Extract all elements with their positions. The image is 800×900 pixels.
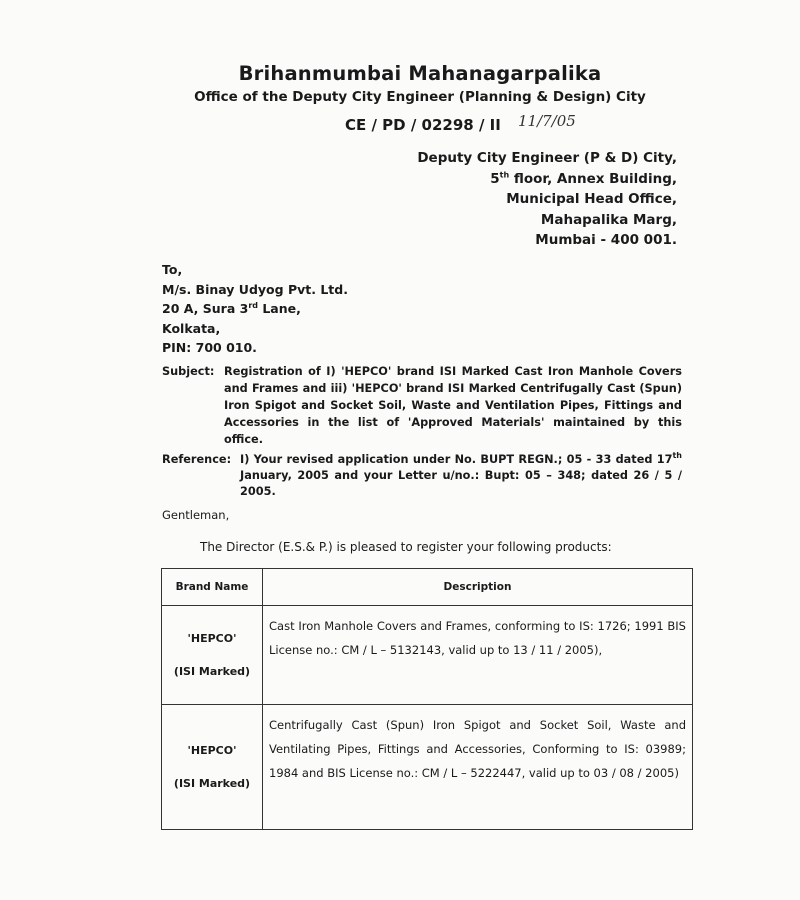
- brand-mark: (ISI Marked): [173, 777, 251, 790]
- salutation: Gentleman,: [162, 508, 230, 522]
- recipient-address: [162, 260, 348, 358]
- description-cell: Cast Iron Manhole Covers and Frames, conforming to IS: 1726; 1991 BIS License no.: CM / L – 5132143, valid up to 13 / 11 / 2005),: [263, 606, 693, 705]
- reference-number: CE / PD / 02298 / II: [345, 116, 501, 134]
- recipient-street: 20 A, Sura 3rd Lane,: [162, 300, 301, 316]
- recipient-pin: PIN: 700 010.: [162, 340, 257, 355]
- sender-line-4: Mahapalika Marg,: [540, 211, 677, 228]
- brand-name: 'HEPCO': [187, 744, 237, 757]
- intro-sentence: The Director (E.S.& P.) is pleased to register your following products:: [200, 540, 612, 554]
- recipient-name: M/s. Binay Udyog Pvt. Ltd.: [162, 281, 348, 297]
- brand-cell: [162, 606, 263, 705]
- table-header-row: [162, 569, 693, 606]
- sender-line-2: 5th floor, Annex Building,: [490, 170, 677, 187]
- sender-address: [417, 148, 677, 251]
- brand-mark: (ISI Marked): [173, 665, 251, 678]
- brand-name: 'HEPCO': [187, 632, 237, 645]
- description-cell: Centrifugally Cast (Spun) Iron Spigot and Socket Soil, Waste and Ventilating Pipes, Fittings and Accessories, Conforming to IS: 03989; 1984 and BIS License no.: CM / L – 5222447, valid up to 03 / 08 / 2005): [263, 705, 693, 830]
- table-row: [162, 705, 693, 830]
- products-table: [161, 568, 693, 830]
- organization-title: Brihanmumbai Mahanagarpalika: [238, 62, 602, 85]
- sender-line-5: Mumbai - 400 001.: [535, 232, 677, 248]
- sender-line-3: Municipal Head Office,: [506, 191, 677, 207]
- brand-cell: [162, 705, 263, 830]
- reference-block: [162, 452, 682, 500]
- office-subtitle: Office of the Deputy City Engineer (Planning & Design) City: [194, 89, 646, 105]
- table-row: [162, 606, 693, 705]
- reference-label: Reference:: [162, 453, 232, 466]
- sender-line-1: Deputy City Engineer (P & D) City,: [417, 150, 677, 166]
- subject-label: Subject:: [162, 365, 215, 378]
- reference-text: I) Your revised application under No. BUPT REGN.; 05 - 33 dated 17th January, 2005 and your Letter u/no.: Bupt: 05 – 348; dated 26 / 5 / 2005.: [240, 451, 682, 498]
- recipient-city: Kolkata,: [162, 320, 221, 336]
- description-header: Description: [263, 569, 693, 606]
- subject-block: [162, 363, 682, 448]
- handwritten-date: 11/7/05: [518, 112, 576, 130]
- subject-text: Registration of I) 'HEPCO' brand ISI Marked Cast Iron Manhole Covers and Frames and iii) 'HEPCO' brand ISI Marked Centrifugally Cast (Spun) Iron Spigot and Socket Soil, Waste and Ventilation Pipes, Fittings and Accessories in the list of 'Approved Materials' maintained by this office.: [224, 365, 682, 446]
- to-label: To,: [162, 262, 183, 277]
- brand-name-header: Brand Name: [162, 569, 263, 606]
